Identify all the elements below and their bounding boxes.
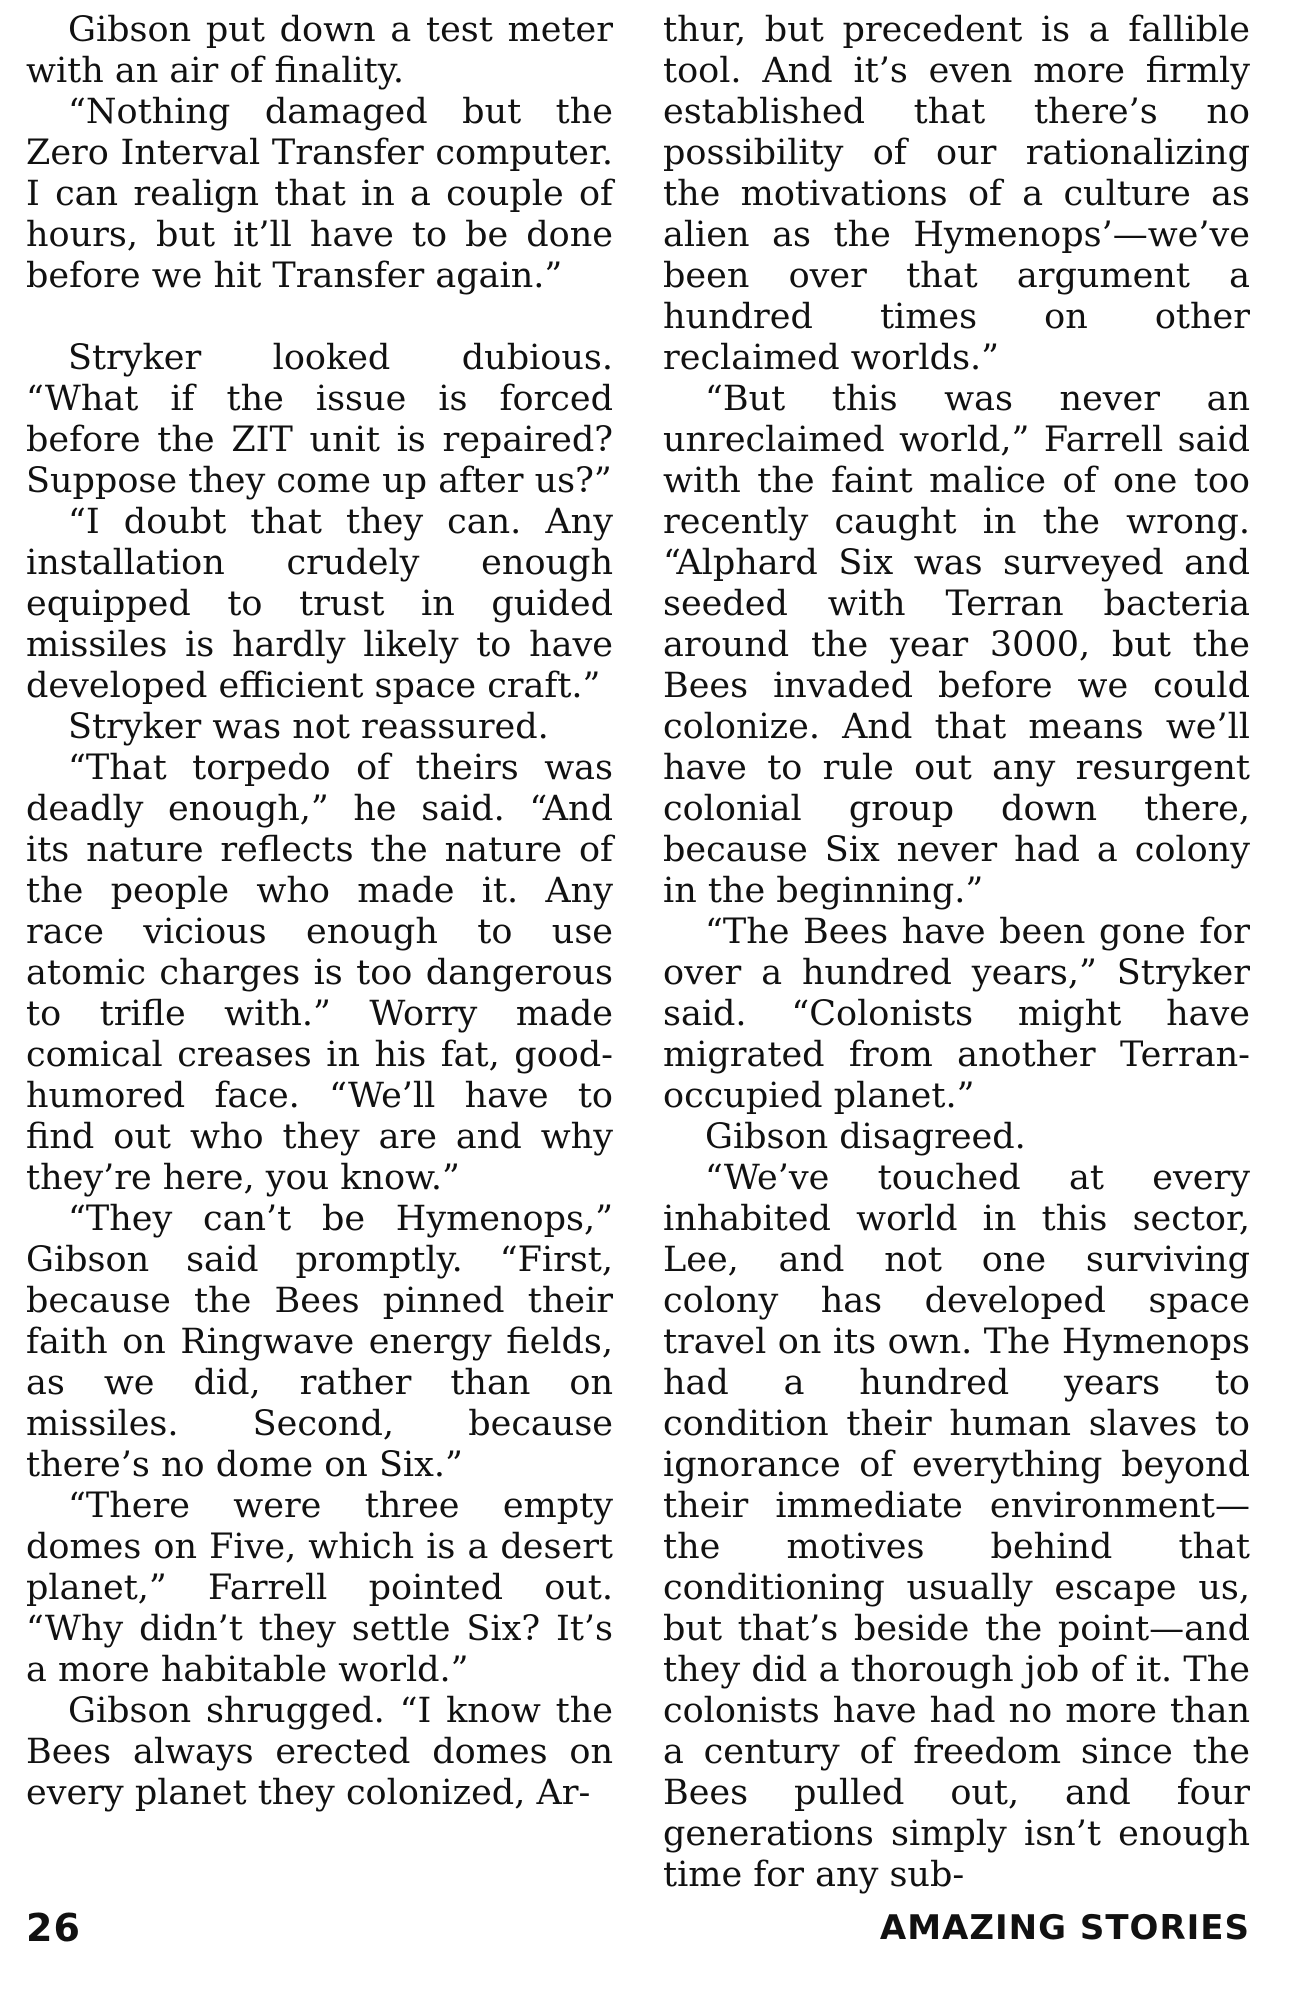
left-column bbox=[26, 10, 613, 1890]
paragraph: Gibson put down a test meter with an air of finality. bbox=[26, 10, 613, 91]
paragraph: Gibson disagreed. bbox=[705, 1117, 1026, 1157]
paragraph-continued: thur, but precedent is a fallible tool. And it’s even more firmly established that there’s no possibility of our rationalizing the motivations of a culture as alien as the Hymenops’—we’ve been over that argument a hundred times on other reclaimed worlds.” bbox=[663, 10, 1250, 378]
paragraph: “We’ve touched at every inhabited world in this sector, Lee, and not one surviving colony has developed space travel on its own. The Hymenops had a hundred years to condition their human slaves to ignorance of everything beyond their immediate environment—the motives behind that conditioning usually escape us, but that’s beside the point—and they did a thorough job of it. The colonists have had no more than a century of freedom since the Bees pulled out, and four generations simply isn’t enough time for any sub- bbox=[663, 1158, 1250, 1895]
paragraph: “The Bees have been gone for over a hundred years,” Stryker said. “Colonists might have migrated from another Terran-occupied planet.” bbox=[663, 912, 1250, 1116]
paragraph: “They can’t be Hymenops,” Gibson said promptly. “First, because the Bees pinned their faith on Ringwave energy fields, as we did, rather than on missiles. Second, because there’s no dome on Six.” bbox=[26, 1199, 613, 1485]
paragraph: Stryker looked dubious. “What if the issue is forced before the ZIT unit is repaired? Suppose they come up after us?” bbox=[26, 338, 613, 501]
magazine-title: AMAZING STORIES bbox=[879, 1908, 1250, 1948]
paragraph: “That torpedo of theirs was deadly enough,” he said. “And its nature reflects the nature of the people who made it. Any race vicious enough to use atomic charges is too dangerous to trifle with.” Worry made comical creases in his fat, good-humored face. “We’ll have to find out who they are and why they’re here, you know.” bbox=[26, 748, 613, 1198]
right-column bbox=[663, 10, 1250, 1895]
page-number: 26 bbox=[26, 1906, 81, 1950]
paragraph: “But this was never an unreclaimed world,” Farrell said with the faint malice of one too recently caught in the wrong. “Alphard Six was surveyed and seeded with Terran bacteria around the year 3000, but the Bees invaded before we could colonize. And that means we’ll have to rule out any resurgent colonial group down there, because Six never had a colony in the beginning.” bbox=[663, 379, 1250, 911]
text-columns bbox=[26, 10, 1250, 1895]
paragraph: “There were three empty domes on Five, which is a desert planet,” Farrell pointed out. “Why didn’t they settle Six? It’s a more habitable world.” bbox=[26, 1486, 613, 1690]
paragraph: “Nothing damaged but the Zero Interval Transfer computer. I can realign that in a couple of hours, but it’ll have to be done before we hit Transfer again.” bbox=[26, 92, 613, 296]
paragraph: Stryker was not reassured. bbox=[68, 707, 549, 747]
paragraph: “I doubt that they can. Any installation crudely enough equipped to trust in guided missiles is hardly likely to have developed efficient space craft.” bbox=[26, 502, 613, 706]
paragraph: Gibson shrugged. “I know the Bees always erected domes on every planet they colonized, Ar- bbox=[26, 1691, 613, 1813]
